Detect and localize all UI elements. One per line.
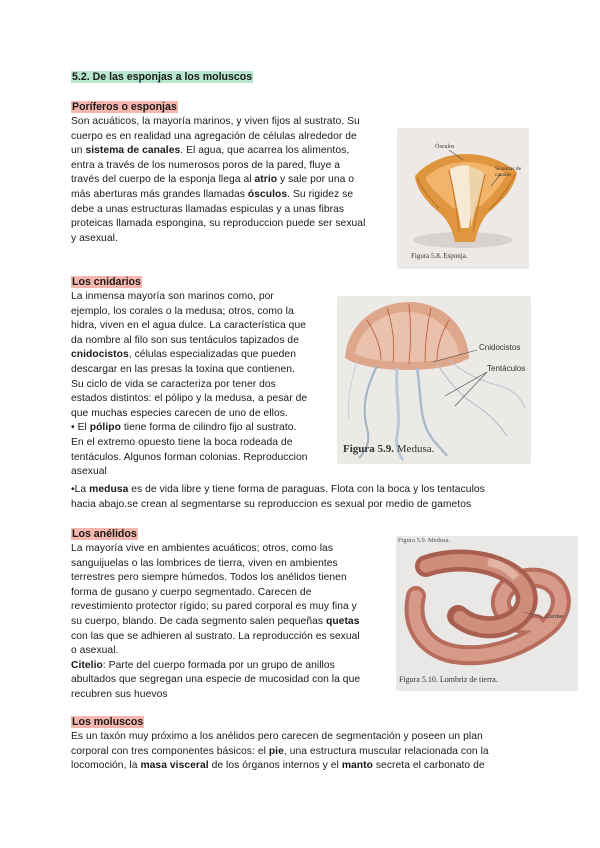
- earthworm-top-caption: Figura 5.9. Medusa.: [398, 537, 451, 544]
- term-pie: pie: [268, 745, 284, 757]
- term-atrio: atrio: [254, 174, 278, 186]
- figure-jellyfish: [337, 296, 531, 464]
- jellyfish-caption: Figura 5.9. Medusa.: [343, 443, 435, 455]
- paragraph-medusa: •La medusa es de vida libre y tiene forma de paraguas. Flota con la boca y los tentaculos hacia abajo.se crean al segmentarse su reproduccion es sexual por medio de gametos: [71, 484, 485, 510]
- jellyfish-label-tentaculos: Tentáculos: [487, 364, 526, 373]
- term-sistema-canales: sistema de canales: [85, 145, 181, 157]
- jellyfish-label-cnidocistos: Cnidocistos: [479, 343, 521, 352]
- term-polipo: pólipo: [89, 422, 121, 434]
- paragraph-cnidarios: La inmensa mayoría son marinos como, por ejemplo, los corales o la medusa; otros, como la hidra, viven en el agua dulce. La característica que da nombre al filo son sus tentáculos tapizados de cnidocistos, células especializadas que pueden descargar en las presas la toxina que contienen. Su ciclo de vida se caracteriza por tener dos estados distintos: el pólipo y la medusa, a pesar de que muchas especies carecen de uno de ellos. • El pólipo tiene forma de cilindro fijo al sustrato. En el extremo opuesto tiene la boca rodeada de tentáculos. Algunos forman colonias. Reproduccion asexual: [71, 291, 308, 478]
- term-medusa: medusa: [89, 484, 129, 495]
- heading-moluscos: Los moluscos: [72, 716, 144, 728]
- heading-anelidos: Los anélidos: [72, 528, 137, 540]
- paragraph-moluscos: Es un taxón muy próximo a los anélidos pero carecen de segmentación y poseen un plan corporal con tres componentes básicos: el pie, una estructura muscular relacionada con la locomoción, la masa visceral de los órganos internos y el manto secreta el carbonato de: [71, 731, 489, 772]
- paragraph-poriferos: Son acuáticos, la mayoría marinos, y viven fijos al sustrato. Su cuerpo es en realidad una agregación de células alrededor de un sistema de canales. El agua, que acarrea los alimentos, entra a través de los numerosos poros de la pared, fluye a través del cuerpo de la esponja llega al atrio y sale por una o más aberturas más grandes llamadas ósculos. Su rigidez se debe a unas estructuras llamadas espiculas y a unas fibras proteicas llamada espongina, su reproduccion puede ser sexual y asexual.: [71, 116, 366, 244]
- term-masa-visceral: masa visceral: [140, 760, 209, 772]
- term-osculos: ósculos: [247, 188, 288, 200]
- heading-cnidarios: Los cnidarios: [72, 276, 141, 288]
- term-manto: manto: [341, 760, 373, 772]
- earthworm-caption: Figura 5.10. Lombriz de tierra.: [399, 675, 498, 684]
- term-cnidocistos: cnidocistos: [71, 349, 129, 361]
- sponge-label-canales: Sistemas de canales: [495, 166, 522, 178]
- sponge-label-osculos: Ósculos: [435, 144, 455, 150]
- figure-earthworm: [396, 536, 578, 691]
- section-title: 5.2. De las esponjas a los moluscos: [72, 71, 253, 83]
- term-citelio: Citelio: [71, 659, 103, 671]
- earthworm-label-cerdas: Cerdas: [546, 614, 564, 620]
- heading-poriferos: Poríferos o esponjas: [72, 101, 177, 113]
- sponge-illustration: [397, 128, 529, 269]
- term-quetas: quetas: [326, 615, 360, 627]
- jellyfish-illustration: [337, 296, 531, 464]
- sponge-caption: Figura 5.8. Esponja.: [411, 252, 468, 260]
- figure-sponge: [397, 128, 529, 269]
- paragraph-anelidos: La mayoría vive en ambientes acuáticos; otros, como las sanguijuelas o las lombrices de tierra, viven en ambientes terrestres pero siempre húmedos. Todos los anélidos tienen forma de gusano y cuerpo segmentado. Carecen de revestimiento protector rígido; su pared corporal es muy fina y su cuerpo, blando. De cada segmento salen pequeñas quetas con las que se adhieren al sustrato. La reproducción es sexual o asexual. Citelio: Parte del cuerpo formada por un grupo de anillos abultados que segregan una especie de mucosidad con la que recubren sus huevos: [71, 543, 361, 700]
